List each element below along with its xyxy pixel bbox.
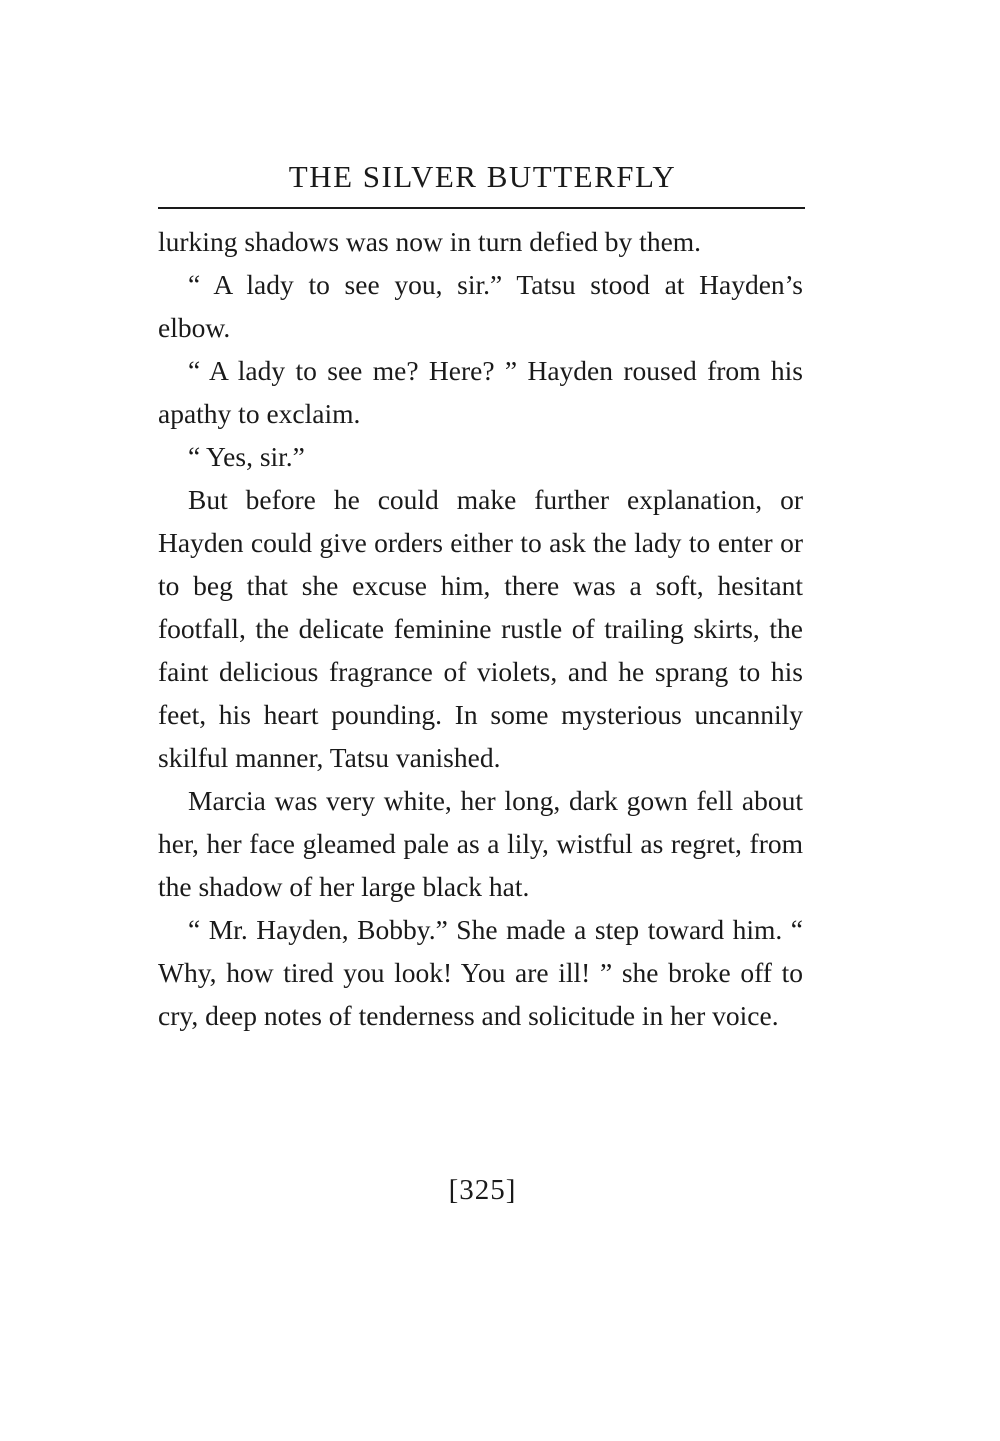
paragraph: “ Yes, sir.” [188,441,305,472]
running-head-title: THE SILVER BUTTERFLY [288,159,677,194]
paragraph: “ A lady to see me? Here? ” Hayden roused from his apathy to exclaim. [158,355,803,429]
paragraph: Marcia was very white, her long, dark gown fell about her, her face gleamed pale as a lily, wistful as regret, from the shadow of her large black hat. [158,785,803,902]
body-text [158,220,803,1037]
paragraph: “ A lady to see you, sir.” Tatsu stood at Hayden’s elbow. [158,269,803,343]
paragraph: “ Mr. Hayden, Bobby.” She made a step toward him. “ Why, how tired you look! You are ill! ” she broke off to cry, deep notes of tenderness and solicitude in her voice. [158,914,803,1031]
page-number: [325] [448,1174,517,1206]
header-rule [158,207,805,209]
paragraph: But before he could make further explanation, or Hayden could give orders either to ask the lady to enter or to beg that she excuse him, there was a soft, hesitant footfall, the delicate feminine rustle of trailing skirts, the faint delicious fragrance of violets, and he sprang to his feet, his heart pounding. In some mysterious uncannily skilful manner, Tatsu vanished. [158,484,803,773]
paragraph-continued: lurking shadows was now in turn defied by them. [158,226,702,257]
